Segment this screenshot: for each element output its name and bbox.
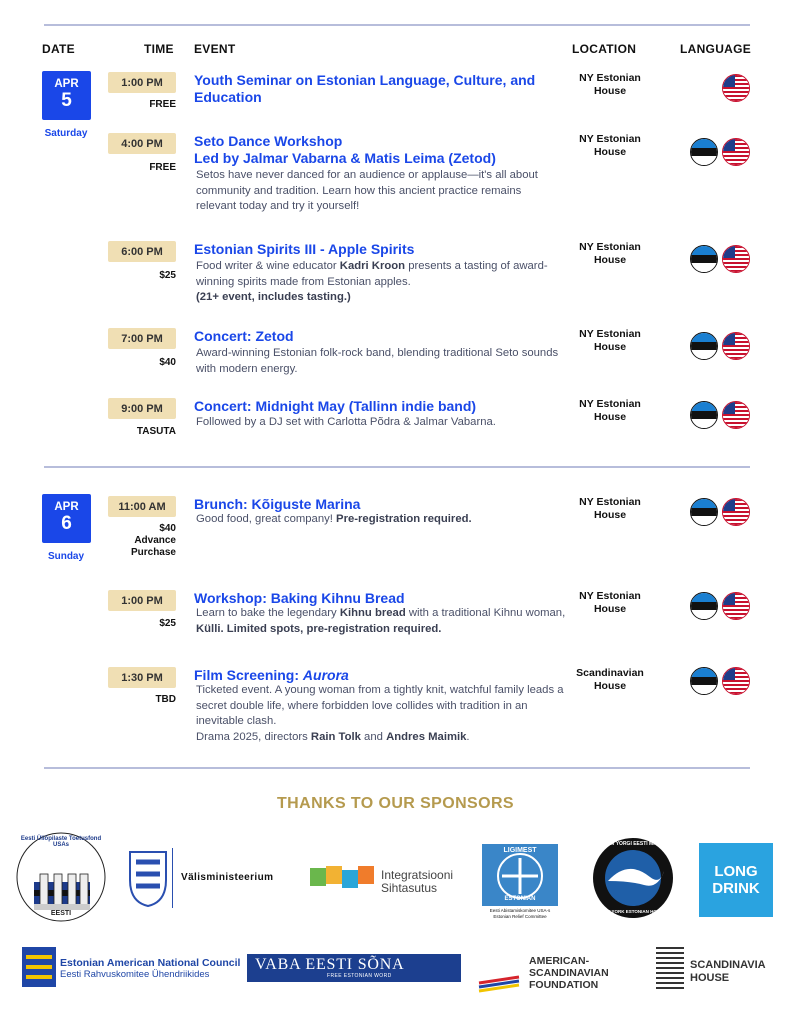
sponsors-title: THANKS TO OUR SPONSORS bbox=[277, 795, 514, 812]
us-flag-icon bbox=[722, 401, 750, 429]
time-badge: 1:00 PM bbox=[108, 590, 176, 611]
location: NY Estonian House bbox=[579, 72, 641, 97]
price: $40 bbox=[159, 357, 176, 368]
time-badge: 9:00 PM bbox=[108, 398, 176, 419]
location: NY Estonian House bbox=[579, 133, 641, 158]
price: FREE bbox=[149, 162, 176, 173]
event-description: Followed by a DJ set with Carlotta Põdra & Jalmar Vabarna. bbox=[196, 416, 496, 428]
event-title[interactable]: Seto Dance Workshop Led by Jalmar Vabarna & Matis Leima (Zetod) bbox=[194, 133, 496, 166]
weekday-label: Sunday bbox=[47, 551, 85, 562]
event-description: Learn to bake the legendary Kihnu bread with a traditional Kihnu woman, Külli. Limited spots, pre-registration required. bbox=[196, 607, 566, 635]
event-title[interactable]: Film Screening: Aurora bbox=[194, 667, 349, 683]
estonian-relief-committee-logo: LIGIMEST ESTONIAN Eesti Abistamiskomitee USA-s Estonian Relief Committee bbox=[480, 844, 560, 924]
location: Scandinavian House bbox=[576, 667, 644, 692]
time-badge: 7:00 PM bbox=[108, 328, 176, 349]
event-description: Food writer & wine educator Kadri Kroon presents a tasting of award-winning spirits made from Estonian apples. (21+ event, includes tasting.) bbox=[196, 260, 548, 303]
price: $25 bbox=[159, 618, 176, 629]
event-description: Ticketed event. A young woman from a tightly knit, watchful family leads a secret double life, where forbidden love collides with tradition in an inevitable clash. Drama 2025, directors Rain Tolk and Andres Maimik. bbox=[196, 684, 564, 743]
weekday-label: Saturday bbox=[44, 128, 88, 139]
time-badge: 4:00 PM bbox=[108, 133, 176, 154]
estonian-american-national-council-logo: Estonian American National Council Eesti Rahvuskomitee Ühendriikides bbox=[22, 947, 252, 987]
event-title[interactable]: Concert: Midnight May (Tallinn indie band) bbox=[194, 398, 477, 414]
time-badge: 1:00 PM bbox=[108, 72, 176, 93]
us-flag-icon bbox=[722, 245, 750, 273]
estonian-flag-icon bbox=[690, 667, 718, 695]
event-description: Good food, great company! Pre-registration required. bbox=[196, 513, 472, 525]
date-badge-apr-5: APR 5 bbox=[42, 71, 91, 120]
price: TASUTA bbox=[136, 426, 176, 437]
price: FREE bbox=[149, 99, 176, 110]
col-header-language: LANGUAGE bbox=[680, 42, 752, 56]
us-flag-icon bbox=[722, 74, 750, 102]
us-flag-icon bbox=[722, 332, 750, 360]
location: NY Estonian House bbox=[579, 328, 641, 353]
scandinavia-house-logo: SCANDINAVIA HOUSE bbox=[656, 946, 776, 990]
estonian-flag-icon bbox=[690, 498, 718, 526]
location: NY Estonian House bbox=[579, 398, 641, 423]
event-title[interactable]: Youth Seminar on Estonian Language, Culture, and Education bbox=[194, 72, 536, 105]
eesti-uliopilaste-toetusfond-logo: Eesti Üliõpilaste Toetusfond USAs EESTI bbox=[14, 830, 108, 924]
estonian-flag-icon bbox=[690, 138, 718, 166]
event-description: Setos have never danced for an audience or applause—it's all about community and tradition. Learn how this ancient practice remains relevant today and try it yourself! bbox=[196, 169, 538, 212]
col-header-event: EVENT bbox=[194, 42, 236, 56]
price: TBD bbox=[155, 694, 176, 705]
event-title[interactable]: Workshop: Baking Kihnu Bread bbox=[194, 590, 405, 606]
col-header-location: LOCATION bbox=[572, 42, 637, 56]
time-badge: 11:00 AM bbox=[108, 496, 176, 517]
us-flag-icon bbox=[722, 667, 750, 695]
location: NY Estonian House bbox=[579, 241, 641, 266]
estonian-flag-icon bbox=[690, 332, 718, 360]
estonian-flag-icon bbox=[690, 401, 718, 429]
day-divider bbox=[44, 466, 750, 468]
event-title[interactable]: Concert: Zetod bbox=[194, 328, 294, 344]
location: NY Estonian House bbox=[579, 590, 641, 615]
time-badge: 6:00 PM bbox=[108, 241, 176, 262]
col-header-date: DATE bbox=[42, 42, 75, 56]
price: $40 Advance Purchase bbox=[130, 523, 176, 558]
american-scandinavian-foundation-logo: AMERICAN- SCANDINAVIAN FOUNDATION bbox=[477, 953, 637, 993]
event-title[interactable]: Brunch: Kõiguste Marina bbox=[194, 496, 361, 512]
event-title[interactable]: Estonian Spirits III - Apple Spirits bbox=[194, 241, 415, 257]
us-flag-icon bbox=[722, 498, 750, 526]
integratsiooni-sihtasutus-logo: Integratsiooni Sihtasutus bbox=[310, 862, 470, 894]
date-badge-apr-6: APR 6 bbox=[42, 494, 91, 543]
estonian-flag-icon bbox=[690, 245, 718, 273]
valisministeerium-logo: Välisministeerium bbox=[126, 848, 286, 908]
us-flag-icon bbox=[722, 138, 750, 166]
top-divider bbox=[44, 24, 750, 26]
vaba-eesti-sona-logo: VABA EESTI SÕNA FREE ESTONIAN WORD bbox=[247, 954, 461, 982]
us-flag-icon bbox=[722, 592, 750, 620]
price: $25 bbox=[159, 270, 176, 281]
col-header-time: TIME bbox=[144, 42, 174, 56]
new-york-estonian-house-logo: NEW YORGI EESTI MAJA NEW YORK ESTONIAN HOUSE bbox=[592, 837, 674, 919]
time-badge: 1:30 PM bbox=[108, 667, 176, 688]
location: NY Estonian House bbox=[579, 496, 641, 521]
estonian-flag-icon bbox=[690, 592, 718, 620]
long-drink-logo: LONG DRINK bbox=[699, 843, 773, 917]
event-description: Award-winning Estonian folk-rock band, blending traditional Seto sounds with modern energy. bbox=[196, 347, 559, 375]
bottom-divider bbox=[44, 767, 750, 769]
